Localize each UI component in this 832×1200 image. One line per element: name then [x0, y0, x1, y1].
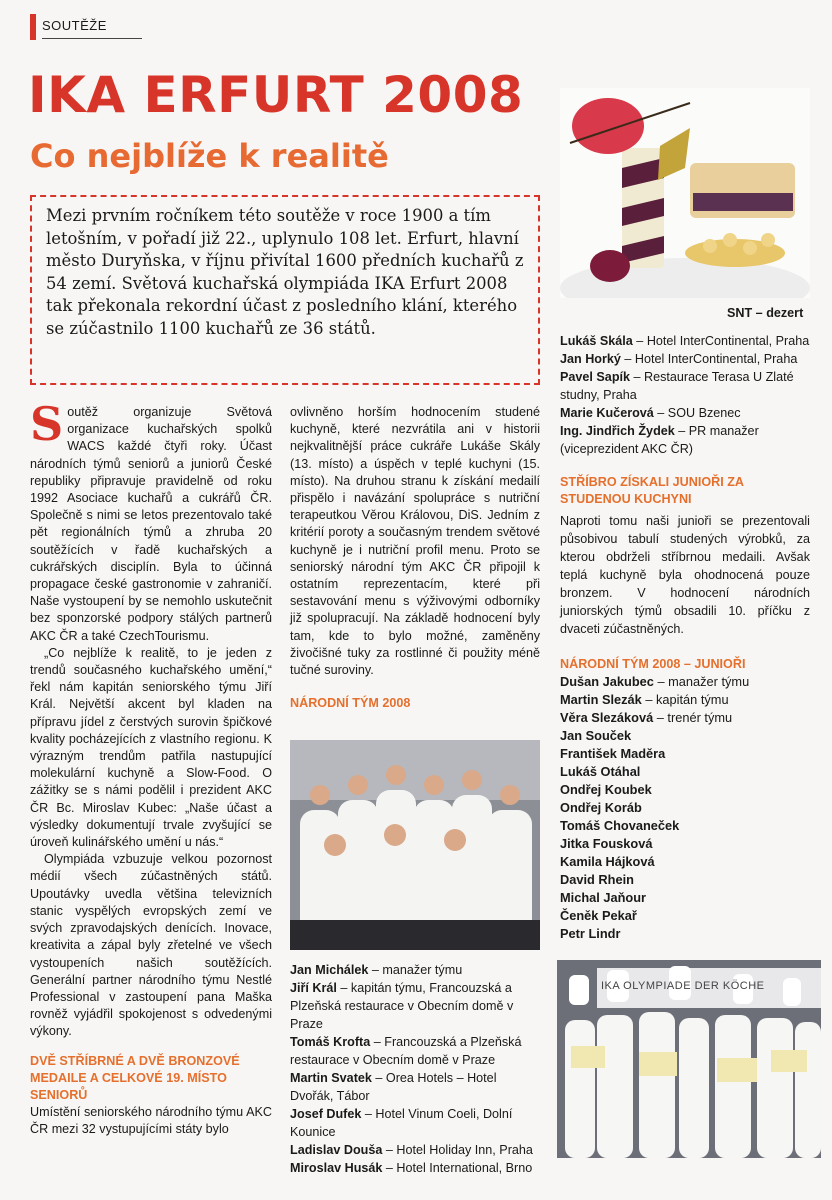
- column-2: [290, 404, 540, 712]
- col1-paragraph-2: „Co nejblíže k realitě, to je jeden z trendů současného kuchařského umění,“ řekl nám kapitán seniorského týmu Jiří Král. Největší akcent byl kladen na přípravu jídel z čerstvých surovin špičkové kvality pocházejících z vlastního regionu. K výrazným trendům patřila nastupující molekulární kuchyně a Slow-Food. O zážitky se s námi podělil i prezident AKC ČR Bc. Miroslav Kubec: „Naše účast a výsledky dokumentují trvale zvyšující se úroveň kulinářského umění u nás.“: [30, 645, 272, 850]
- junior-member: Kamila Hájková: [560, 854, 655, 869]
- junior-member: Věra Slezáková – trenér týmu: [560, 710, 733, 725]
- team-member: Tomáš Krofta – Francouzská a Plzeňská restaurace v Obecním domě v Praze: [290, 1035, 522, 1067]
- junior-member: Michal Jaňour: [560, 890, 647, 905]
- team-member: Lukáš Skála – Hotel InterContinental, Praha: [560, 334, 810, 348]
- col3-paragraph-1: Naproti tomu naši junioři se prezentovali působivou tabulí studených výrobků, za kterou obdrželi stříbrnou medaili. Avšak teplá kuchyně byla ohodnocená pouze bronzem. V hodnocení národních juniorských týmů obsadili 10. příčku z dvaceti zúčastněných.: [560, 514, 810, 636]
- col1-heading: DVĚ STŘÍBRNÉ A DVĚ BRONZOVÉ MEDAILE A CELKOVÉ 19. MÍSTO SENIORŮ: [30, 1053, 240, 1102]
- dessert-photo: [560, 88, 810, 298]
- junior-member: Jitka Fousková: [560, 836, 653, 851]
- senior-team-list: [290, 961, 540, 1177]
- team-member: Ing. Jindřich Žydek – PR manažer (viceprezident AKC ČR): [560, 424, 759, 456]
- column-3: [560, 332, 810, 673]
- col1-paragraph-4: Umístění seniorského národního týmu AKC ČR mezi 32 vystupujícími státy bylo: [30, 1104, 272, 1136]
- junior-member: Jan Souček: [560, 728, 632, 743]
- junior-member: Dušan Jakubec – manažer týmu: [560, 674, 750, 689]
- col3-heading-1: STŘÍBRO ZÍSKALI JUNIOŘI ZA STUDENOU KUCHYNI: [560, 475, 744, 506]
- junior-member: Čeněk Pekař: [560, 908, 637, 923]
- senior-team-photo: [290, 740, 540, 950]
- section-tab: [30, 10, 150, 36]
- drop-cap: S: [30, 397, 64, 451]
- col1-paragraph-3: Olympiáda vzbuzuje velkou pozornost médií všech zúčastněných států. Upoutávky uvedla většina televizních stanic vyspělých evropských zemí ve svých zpravodajských denících. Inovace, kreativita a zápal byly zřetelné ve všech vystoupeních našich soutěžících. Generální partner národního týmu Nestlé Professional v zastoupení pana Maška rovněž vyjádřil spokojenost s odvedenými výkony.: [30, 852, 272, 1039]
- team-member: Josef Dufek – Hotel Vinum Coeli, Dolní Kounice: [290, 1107, 513, 1139]
- team-member: Jiří Král – kapitán týmu, Francouzská a Plzeňská restaurace v Obecním domě v Praze: [290, 981, 514, 1031]
- lead-box: [30, 195, 540, 385]
- junior-member: Petr Lindr: [560, 926, 621, 941]
- junior-member: Ondřej Koráb: [560, 800, 642, 815]
- section-rule: [42, 38, 142, 39]
- junior-member: David Rhein: [560, 872, 634, 887]
- col2-heading: NÁRODNÍ TÝM 2008: [290, 696, 411, 711]
- team-member: Jan Michálek – manažer týmu: [290, 963, 463, 977]
- junior-member: Martin Slezák – kapitán týmu: [560, 692, 729, 707]
- team-member: Martin Svatek – Orea Hotels – Hotel Dvořák, Tábor: [290, 1071, 497, 1103]
- team-member: Marie Kučerová – SOU Bzenec: [560, 406, 741, 420]
- team-member: Jan Horký – Hotel InterContinental, Praha: [560, 352, 798, 366]
- junior-team-photo: [557, 960, 821, 1158]
- column-1: [30, 397, 272, 1138]
- section-label: SOUTĚŽE: [42, 18, 107, 33]
- col2-paragraph-1: ovlivněno horším hodnocením studené kuchyně, které nezvrátila ani v historii nejkvalitnější práce cukráře Lukáše Skály (13. místo) a úspěch v teplé kuchyni (15. místo). Na druhou stranu k získání medailí přispělo i navázání spolupráce s nutriční terapeutkou Věrou Královou, DiS. Jedním z kritérií poroty a současným trendem světové kuchyně je i nutriční profil menu. Proto se seniorský národní tým AKC ČR připojil k ostatním reprezentacím, které při sestavování menu s výživovými odborníky již spolupracují. Na základě hodnocení byly tam, kde to bylo možné, zaměněny živočišné tuky za rostlinné či použity méně tučné suroviny.: [290, 405, 540, 678]
- col1-paragraph-1: outěž organizuje Světová organizace kuchařských spolků WACS každé čtyři roky. Účast národních týmů seniorů a juniorů České republiky připravuje pravidelně od roku 1992 Asociace kuchařů a cukrářů ČR. Společně s nimi se letos prezentovalo také pět regionálních týmů a zhruba 20 soutěžících v řadě kuchařských a cukrářských disciplín. Byla to účinná propagace české gastronomie v zahraničí. Naše vystoupení by se nemohlo uskutečnit bez sponzorské podpory stálých partnerů AKC ČR a také CzechTourismu.: [30, 405, 272, 643]
- team-member: Miroslav Husák – Hotel International, Brno: [290, 1161, 533, 1175]
- article-subtitle: Co nejblíže k realitě: [30, 137, 389, 175]
- team-member: Pavel Sapík – Restaurace Terasa U Zlaté studny, Praha: [560, 370, 794, 402]
- col3-heading-2: NÁRODNÍ TÝM 2008 – JUNIOŘI: [560, 657, 746, 671]
- dessert-caption: SNT – dezert: [727, 306, 804, 320]
- junior-member: Tomáš Chovaneček: [560, 818, 680, 833]
- junior-member: František Maděra: [560, 746, 666, 761]
- banner-text: IKA OLYMPIADE DER KÖCHE: [601, 980, 765, 992]
- article-title: IKA ERFURT 2008: [28, 66, 524, 124]
- junior-team-list: [560, 673, 810, 943]
- team-member: Ladislav Douša – Hotel Holiday Inn, Praha: [290, 1143, 533, 1157]
- junior-member: Ondřej Koubek: [560, 782, 652, 797]
- section-bar: [30, 14, 36, 40]
- lead-text: Mezi prvním ročníkem této soutěže v roce 1900 a tím letošním, v pořadí již 22., uplynulo 108 let. Erfurt, hlavní město Duryňska, v říjnu přivítal 1600 předních kuchařů z 54 zemí. Světová kuchařská olympiáda IKA Erfurt 2008 tak překonala rekordní účast z posledního klání, kterého se zúčastnilo 1100 kuchařů ze 36 států.: [46, 206, 524, 338]
- junior-member: Lukáš Otáhal: [560, 764, 641, 779]
